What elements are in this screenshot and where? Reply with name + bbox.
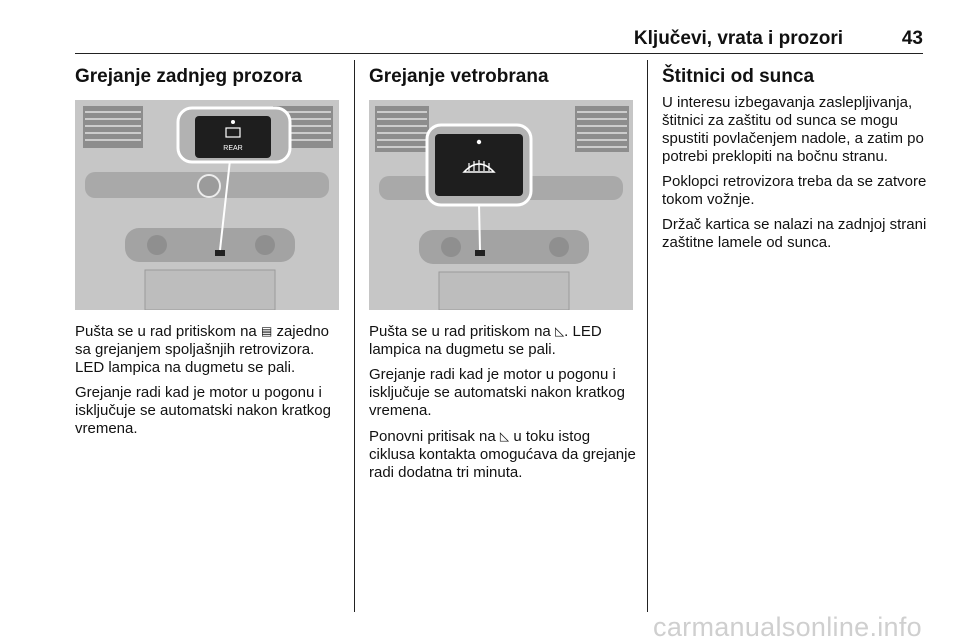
section-heading: Grejanje vetrobrana	[369, 66, 549, 87]
column-divider	[647, 60, 648, 612]
paragraph: Grejanje radi kad je motor u pogonu i isključuje se automatski nakon kratkog vremena.	[369, 366, 625, 419]
rear-window-section	[75, 64, 341, 90]
rear-button-label: REAR	[223, 145, 243, 152]
paragraph: U interesu izbegavanja zaslepljivanja, štitnici za zaštitu od sunca se mogu spustiti povlačenjem nadole, a zatim po potrebi preklopiti na bočnu stranu.	[662, 94, 924, 165]
header-rule	[75, 53, 923, 54]
paragraph: Ponovni pritisak na ◺ u toku istog ciklusa kontakta omogućava da grejanje radi dodatna tri minuta.	[369, 428, 636, 481]
running-header-title: Ključevi, vrata i prozori	[633, 28, 843, 49]
rear-window-button-photo	[75, 100, 339, 310]
windscreen-button-photo	[369, 100, 633, 310]
sun-visors-section	[662, 64, 930, 259]
section-heading: Štitnici od sunca	[662, 66, 815, 87]
section-heading: Grejanje zadnjeg prozora	[75, 66, 302, 87]
rear-window-text	[75, 322, 345, 445]
windscreen-section	[369, 64, 635, 90]
windscreen-text	[369, 322, 637, 489]
paragraph: Grejanje radi kad je motor u pogonu i isključuje se automatski nakon kratkog vremena.	[75, 384, 331, 437]
watermark: carmanualsonline.info	[653, 612, 922, 642]
column-divider	[354, 60, 355, 612]
paragraph: Poklopci retrovizora treba da se zatvore tokom vožnje.	[662, 173, 927, 208]
windscreen-heating-icon: ◺	[554, 324, 565, 338]
paragraph: Držač kartica se nalazi na zadnjoj strani zaštitne lamele od sunca.	[662, 216, 927, 251]
paragraph: Pušta se u rad pritiskom na ▤ zajedno sa grejanjem spoljašnjih retrovizora. LED lampica na dugmetu se pali.	[75, 323, 329, 376]
rear-window-defrost-icon: ▤	[260, 324, 273, 338]
page-number: 43	[901, 28, 923, 49]
windscreen-heating-icon: ◺	[499, 429, 510, 443]
paragraph: Pušta se u rad pritiskom na ◺. LED lampica na dugmetu se pali.	[369, 323, 602, 358]
